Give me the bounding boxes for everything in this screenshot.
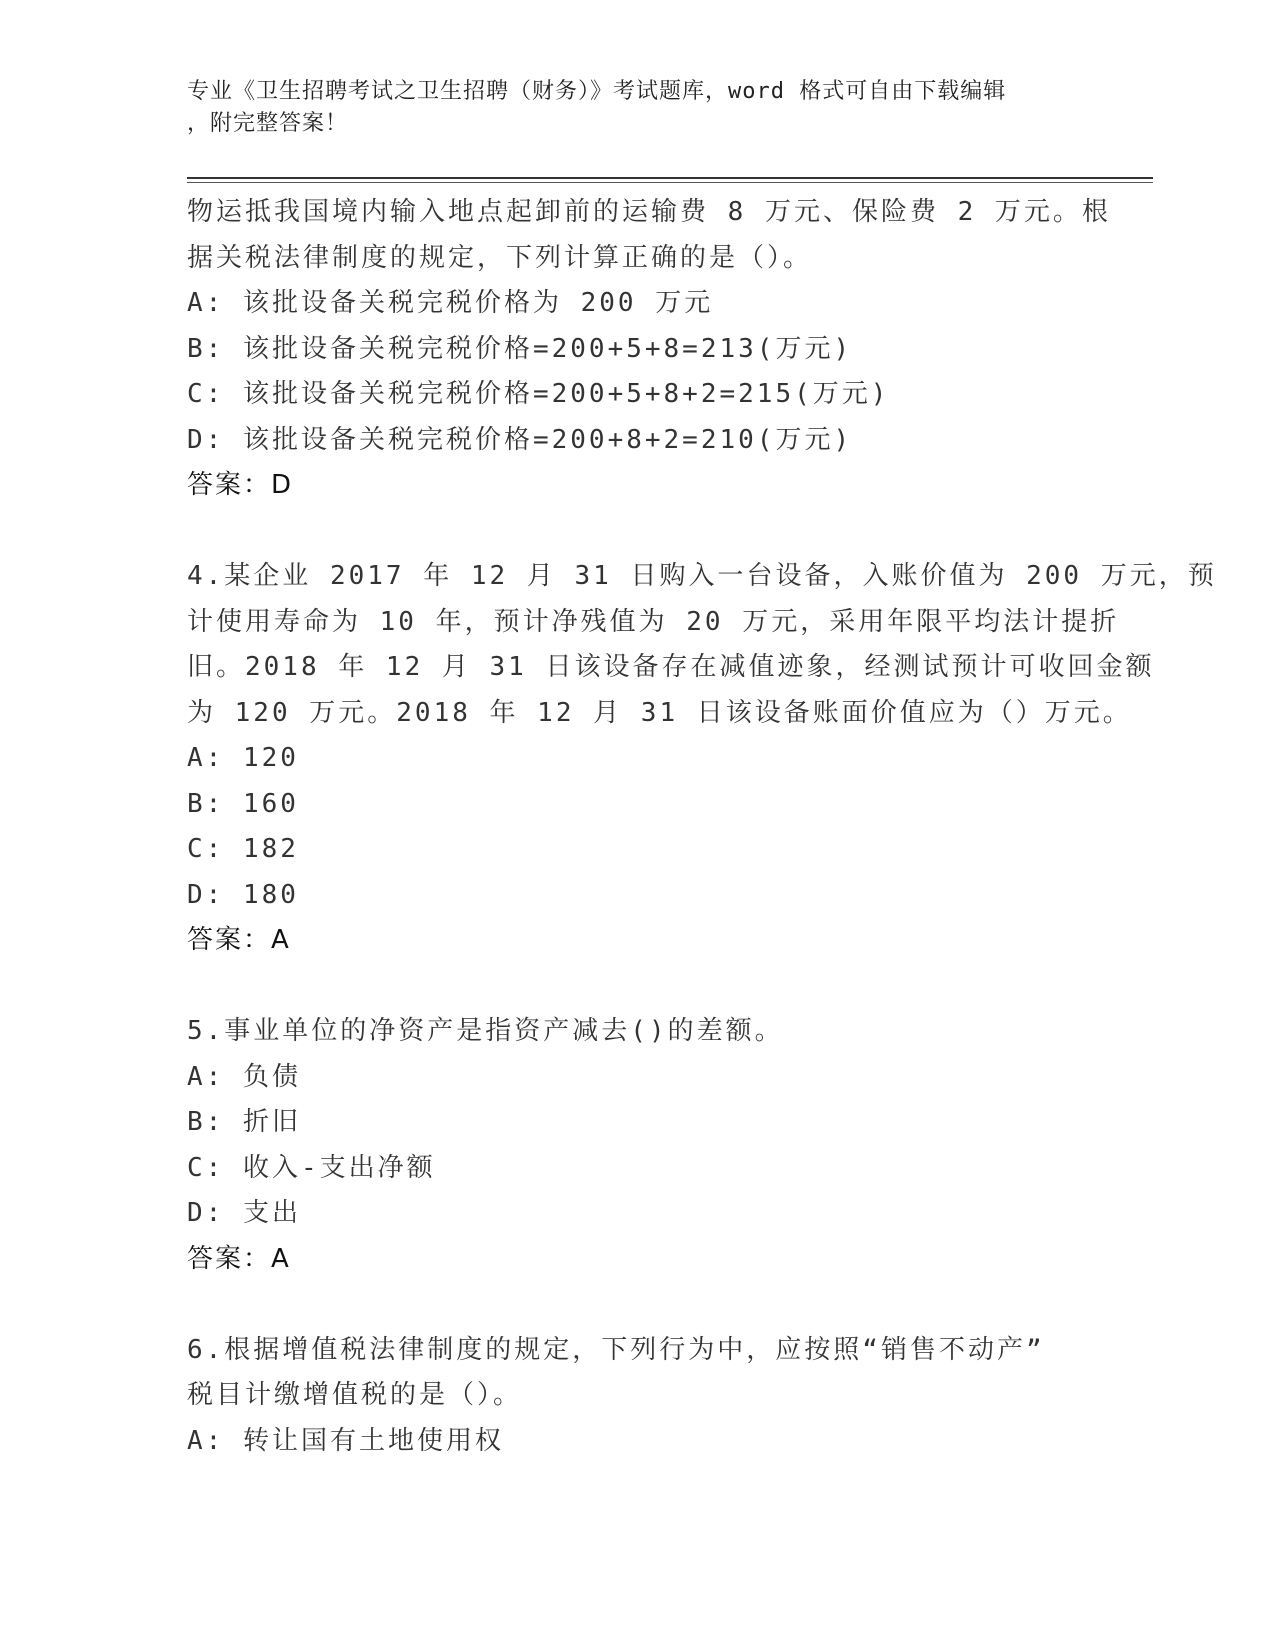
question-stem-line: 据关税法律制度的规定，下列计算正确的是（）。 (187, 242, 813, 273)
header-line-1: 专业《卫生招聘考试之卫生招聘（财务）》考试题库，word 格式可自由下载编辑 (187, 79, 1007, 104)
answer: 答案：A (187, 1243, 291, 1274)
option-c: C: 该批设备关税完税价格=200+5+8+2=215(万元) (187, 379, 890, 409)
question-stem-line: 6.根据增值税法律制度的规定，下列行为中，应按照“销售不动产” (187, 1334, 1045, 1365)
answer: 答案：D (187, 470, 294, 500)
option-a: A: 转让国有土地使用权 (187, 1425, 504, 1456)
option-b: B: 160 (187, 788, 299, 819)
header-line-2: ，附完整答案！ (187, 111, 349, 136)
header-rule-thin (187, 182, 1153, 183)
option-d: D: 180 (187, 879, 299, 910)
option-a: A: 该批设备关税完税价格为 200 万元 (187, 288, 714, 318)
option-b: B: 该批设备关税完税价格=200+5+8=213(万元) (187, 333, 853, 364)
option-c: C: 收入-支出净额 (187, 1152, 436, 1183)
question-stem-line: 税目计缴增值税的是（）。 (187, 1380, 523, 1410)
header-rule-thick (187, 177, 1153, 179)
question-list (187, 190, 1217, 1464)
question-6 (187, 1328, 1107, 1465)
question-4 (187, 554, 1217, 964)
question-stem-line: 5.事业单位的净资产是指资产减去()的差额。 (187, 1016, 784, 1046)
option-d: D: 该批设备关税完税价格=200+8+2=210(万元) (187, 424, 853, 455)
question-stem-line: 旧。2018 年 12 月 31 日该设备存在减值迹象，经测试预计可收回金额 (187, 652, 1155, 682)
question-stem-line: 为 120 万元。2018 年 12 月 31 日该设备账面价值应为（）万元。 (187, 697, 1132, 728)
option-a: A: 120 (187, 743, 299, 773)
answer: 答案：A (187, 925, 291, 955)
option-c: C: 182 (187, 834, 299, 864)
question-stem-line: 4.某企业 2017 年 12 月 31 日购入一台设备，入账价值为 200 万元，预 (187, 561, 1217, 591)
option-a: A: 负债 (187, 1061, 301, 1092)
question-5 (187, 1009, 1107, 1282)
question-stem-line: 物运抵我国境内输入地点起卸前的运输费 8 万元、保险费 2 万元。根 (187, 197, 1111, 227)
option-b: B: 折旧 (187, 1107, 301, 1137)
document-header (187, 76, 1087, 140)
option-d: D: 支出 (187, 1198, 301, 1228)
question-3 (187, 190, 1111, 509)
question-stem-line: 计使用寿命为 10 年，预计净残值为 20 万元，采用年限平均法计提折 (187, 606, 1120, 637)
